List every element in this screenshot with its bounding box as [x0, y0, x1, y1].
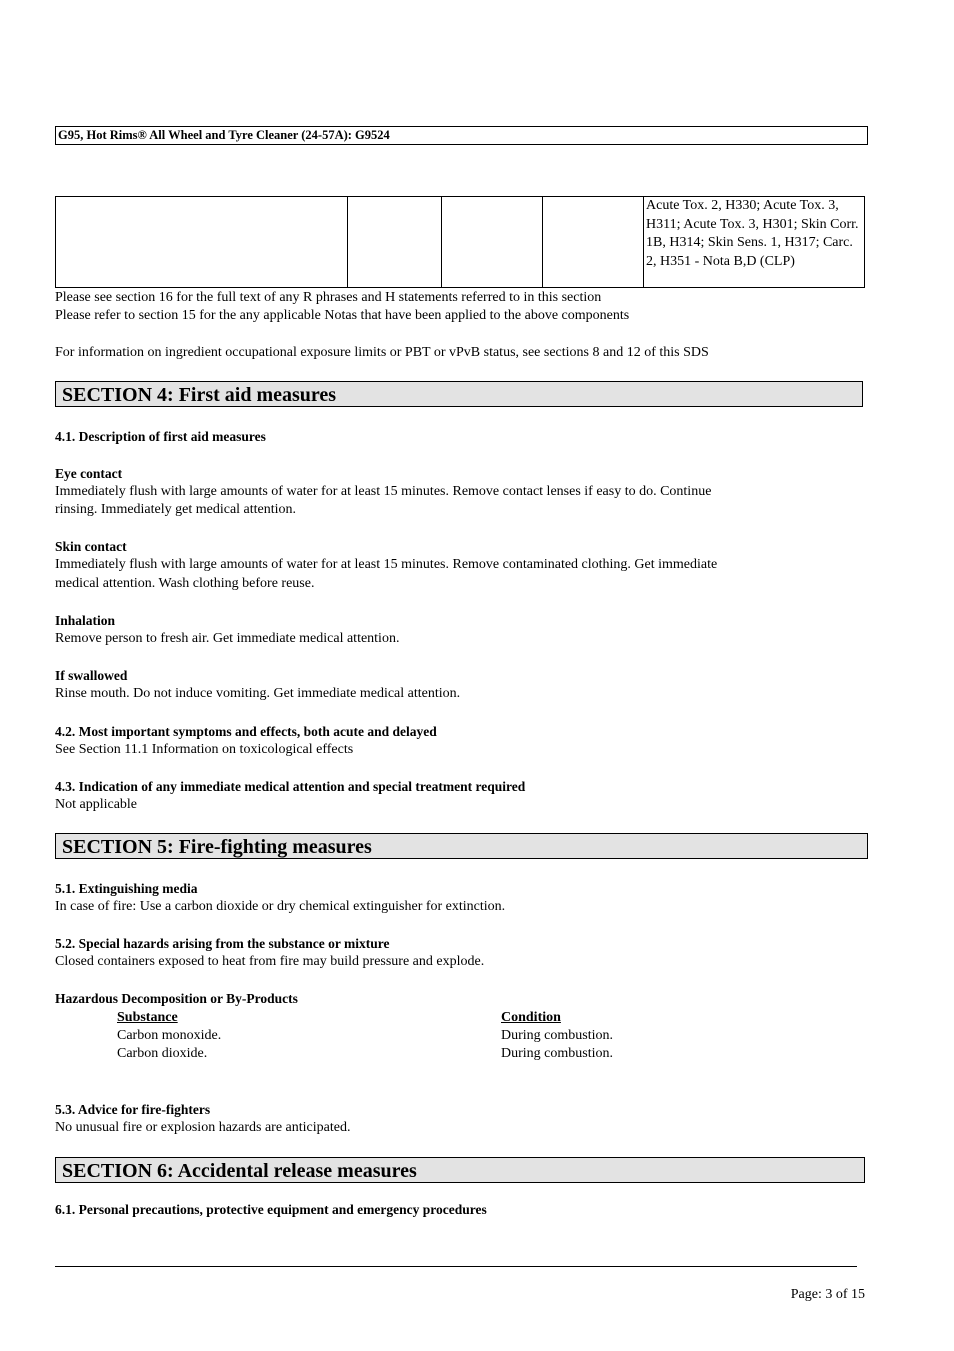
section-4-heading: SECTION 4: First aid measures [55, 381, 863, 407]
table-cell [543, 197, 644, 288]
condition-cell: During combustion. [501, 1028, 613, 1043]
table-cell [442, 197, 543, 288]
subsection-5-1-text: In case of fire: Use a carbon dioxide or dry chemical extinguisher for extinction. [55, 899, 506, 914]
subsection-5-3-heading: 5.3. Advice for fire-fighters [55, 1102, 211, 1117]
section-5-heading: SECTION 5: Fire-fighting measures [55, 833, 868, 859]
table-cell [56, 197, 348, 288]
subsection-5-2-heading: 5.2. Special hazards arising from the substance or mixture [55, 936, 390, 951]
subsection-4-1-heading: 4.1. Description of first aid measures [55, 429, 266, 444]
skin-contact-text-2: medical attention. Wash clothing before reuse. [55, 576, 315, 591]
page-number: Page: 3 of 15 [790, 1287, 865, 1302]
skin-contact-heading: Skin contact [55, 539, 127, 554]
subsection-4-2-text: See Section 11.1 Information on toxicological effects [55, 742, 354, 757]
substance-column-header: Substance [117, 1010, 178, 1025]
subsection-4-2-heading: 4.2. Most important symptoms and effects, both acute and delayed [55, 724, 437, 739]
component-table [55, 196, 865, 288]
condition-column-header: Condition [501, 1010, 561, 1025]
note-r-phrases: Please see section 16 for the full text of any R phrases and H statements referred to in this section [55, 290, 602, 305]
table-cell [348, 197, 442, 288]
if-swallowed-heading: If swallowed [55, 668, 128, 683]
note-notas: Please refer to section 15 for the any applicable Notas that have been applied to the above components [55, 308, 630, 323]
if-swallowed-text: Rinse mouth. Do not induce vomiting. Get immediate medical attention. [55, 686, 461, 701]
hazardous-decomposition-heading: Hazardous Decomposition or By-Products [55, 991, 298, 1006]
substance-cell: Carbon dioxide. [117, 1046, 208, 1061]
subsection-5-3-text: No unusual fire or explosion hazards are anticipated. [55, 1120, 351, 1135]
subsection-5-2-text: Closed containers exposed to heat from fire may build pressure and explode. [55, 954, 485, 969]
classification-cell: Acute Tox. 2, H330; Acute Tox. 3, H311; Acute Tox. 3, H301; Skin Corr. 1B, H314; Skin Sens. 1, H317; Carc. 2, H351 - Nota B,D (CLP) [644, 197, 865, 288]
eye-contact-text-1: Immediately flush with large amounts of water for at least 15 minutes. Remove contact lenses if easy to do. Continue [55, 484, 712, 499]
table-row [56, 197, 865, 288]
inhalation-text: Remove person to fresh air. Get immediate medical attention. [55, 631, 400, 646]
footer-divider [55, 1266, 857, 1267]
condition-cell: During combustion. [501, 1046, 613, 1061]
subsection-6-1-heading: 6.1. Personal precautions, protective equipment and emergency procedures [55, 1202, 487, 1217]
note-exposure-limits: For information on ingredient occupational exposure limits or PBT or vPvB status, see sections 8 and 12 of this SDS [55, 345, 709, 360]
subsection-5-1-heading: 5.1. Extinguishing media [55, 881, 198, 896]
substance-cell: Carbon monoxide. [117, 1028, 222, 1043]
eye-contact-heading: Eye contact [55, 466, 123, 481]
document-header-title: G95, Hot Rims® All Wheel and Tyre Cleaner (24-57A): G9524 [55, 126, 868, 145]
eye-contact-text-2: rinsing. Immediately get medical attention. [55, 502, 297, 517]
skin-contact-text-1: Immediately flush with large amounts of water for at least 15 minutes. Remove contaminated clothing. Get immediate [55, 557, 718, 572]
subsection-4-3-heading: 4.3. Indication of any immediate medical attention and special treatment required [55, 779, 526, 794]
subsection-4-3-text: Not applicable [55, 797, 138, 812]
section-6-heading: SECTION 6: Accidental release measures [55, 1157, 865, 1183]
inhalation-heading: Inhalation [55, 613, 116, 628]
